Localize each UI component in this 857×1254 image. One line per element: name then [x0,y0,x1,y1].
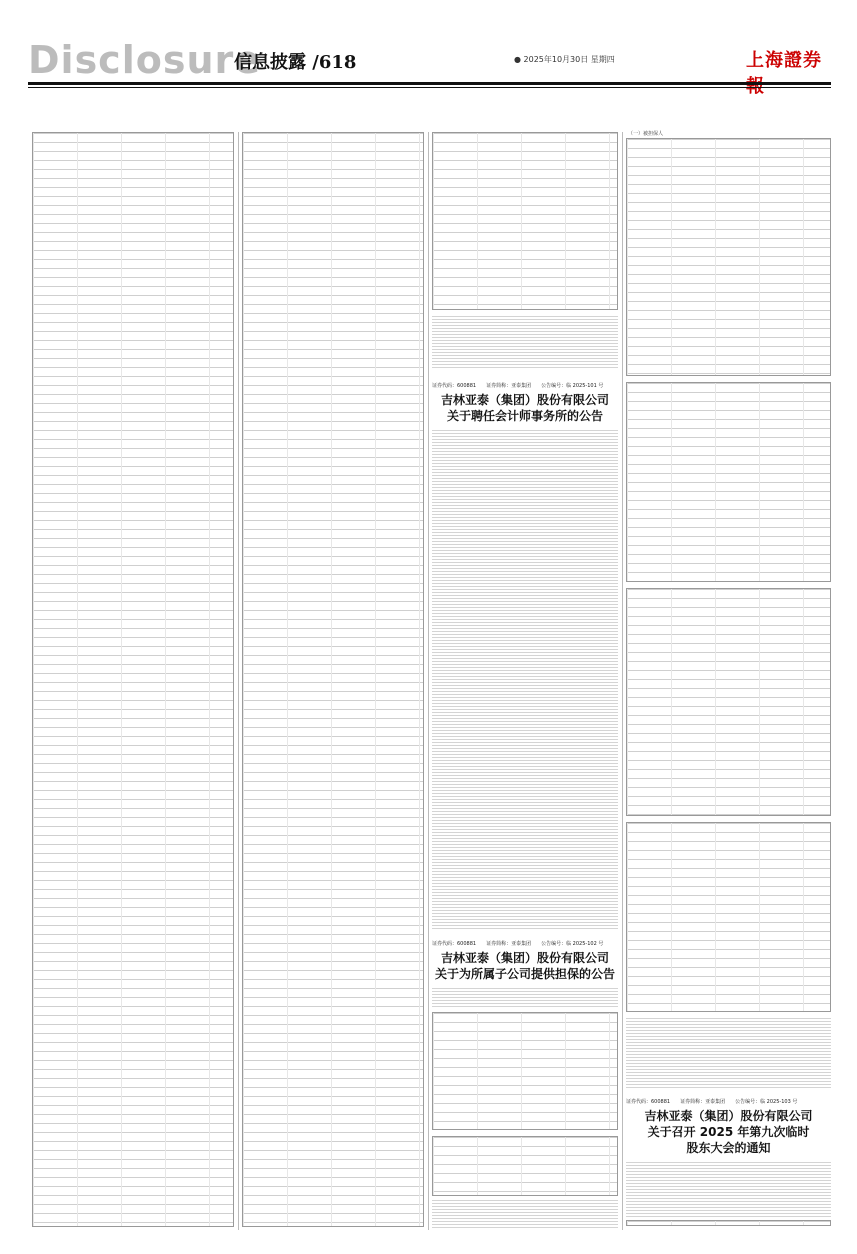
column-1 [32,132,234,1234]
meeting-notice-body [626,1162,831,1218]
subsidiary-info-table-2 [626,382,831,582]
amendment-table-end [432,132,618,310]
auditor-notice-title: 关于聘任会计师事务所的公告 [446,409,603,423]
meeting-notice-title-line2: 股东大会的通知 [686,1141,771,1155]
guarantee-notice-company: 吉林亚泰（集团）股份有限公司 [440,951,609,965]
column-divider [622,132,623,1230]
masthead-rule-thin [28,87,831,88]
masthead-rule [28,82,831,85]
guarantee-party-label: （一）被担保人 [628,131,664,137]
text-block [432,316,618,368]
guarantee-notice-title: 关于为所属子公司提供担保的公告 [434,967,615,981]
subsidiary-info-table-3 [626,588,831,816]
column-4 [626,132,831,1234]
amendment-table-continued [242,132,424,1227]
auditor-notice-body [432,430,618,930]
section-title: 信息披露 /618 [234,52,357,73]
meeting-proposals-table [626,1220,831,1226]
amendment-table [32,132,234,1227]
guarantee-notice-body [432,1200,618,1228]
issue-date: ● 2025年10月30日 星期四 [514,55,615,64]
meeting-notice-company: 吉林亚泰（集团）股份有限公司 [644,1109,813,1123]
auditor-notice-code: 证券代码：600881 证券简称：亚泰集团 公告编号：临 2025-101 号 [432,383,604,389]
guarantee-summary-table [432,1012,618,1130]
meeting-notice-title-line1: 关于召开 2025 年第九次临时 [647,1125,810,1139]
column-divider [428,132,429,1230]
guarantee-notice-tail [626,1018,831,1088]
newspaper-brand: 上海證券 [746,50,822,71]
subsidiary-info-table-1 [626,138,831,376]
guarantee-notice-code: 证券代码：600881 证券简称：亚泰集团 公告编号：临 2025-102 号 [432,941,604,947]
subsidiary-info-table-4 [626,822,831,1012]
column-divider [238,132,239,1230]
masthead [28,36,831,86]
meeting-notice-code: 证券代码：600881 证券简称：亚泰集团 公告编号：临 2025-103 号 [626,1099,798,1105]
guarantee-notice-intro [432,988,618,1008]
column-2 [242,132,424,1234]
section-latin-title: Disclosure [28,38,262,82]
column-3 [432,132,618,1234]
guarantee-amount-table [432,1136,618,1196]
auditor-notice-company: 吉林亚泰（集团）股份有限公司 [440,393,609,407]
